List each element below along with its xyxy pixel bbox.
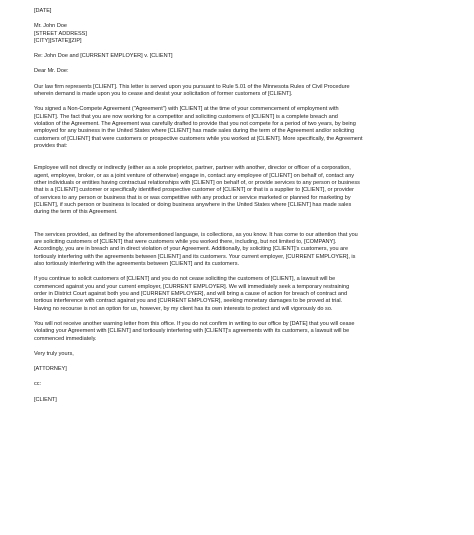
salutation: Dear Mr. Doe: [34, 68, 69, 75]
paragraph-agreement [34, 106, 454, 150]
paragraph-line: order in District Court against both you and [CURRENT EMPLOYER], and will bring a cause of action for breach of contract and [34, 290, 348, 297]
cc-recipient: [CLIENT] [34, 396, 57, 403]
paragraph-line: You will not receive another warning letter from this office. If you do not confirm in writing to our office by [DATE] that you will cease [34, 320, 355, 327]
closing: Very truly yours, [34, 350, 74, 357]
paragraph-line: The services provided, as defined by the aforementioned language, is collections, as you know. It has come to our attention that you [34, 231, 358, 238]
paragraph-intro [34, 84, 454, 99]
paragraph-line: commenced immediately. [34, 335, 97, 342]
paragraph-services [34, 232, 454, 269]
recipient-name: Mr. John Doe [34, 23, 67, 30]
paragraph-line: violation of the Agreement. The Agreement was carefully drafted to provide that you not compete for a period of two years, by being [34, 120, 356, 127]
recipient-street: [STREET ADDRESS] [34, 30, 87, 37]
paragraph-line: Having no recourse is not an option for us, however, by my client has its own interests to protect and will vigorously do so. [34, 305, 333, 312]
paragraph-quoted-clause [34, 165, 454, 216]
letter-page [34, 8, 454, 404]
paragraph-line: also tortiously interfering with the agreements between [CLIENT] and its customers. [34, 261, 240, 268]
paragraph-line: [CLIENT]. The fact that you are now working for a competitor and soliciting customers of [CLIENT] is a complete breach and [34, 113, 338, 120]
paragraph-line: of services to any person or business that is or was competitive with any product or service marketed or planned for marketing by [34, 194, 351, 201]
paragraph-line: during the term of this Agreement. [34, 209, 118, 216]
paragraph-line: wherein demand is made upon you to cease and desist your solicitation of former customers of [CLIENT]. [34, 90, 293, 97]
cc-label: cc: [34, 381, 42, 388]
paragraph-line: other individuals or entities having contractual relationships with [CLIENT] on behalf of, or provide services to any person or business [34, 179, 360, 186]
letter-date: [DATE] [34, 8, 52, 14]
paragraph-line: commenced against you and your current employer, [CURRENT EMPLOYER]. We will immediately seek a temporary restraining [34, 283, 350, 290]
paragraph-line: Accordingly, you are in breach and in direct violation of your Agreement. Additionally, by soliciting [CLIENT]'s customers, you are [34, 246, 349, 253]
paragraph-line: that is a [CLIENT] customer or specifically identified prospective customer of [CLIENT] or that is a supplier to [CLIENT], or provider [34, 187, 354, 194]
paragraph-line: Our law firm represents [CLIENT]. This letter is served upon you pursuant to Rule 5.01 of the Minnesota Rules of Civil Procedure [34, 83, 350, 90]
paragraph-line: tortious interference with contract against you and [CURRENT EMPLOYER], seeking monetary damages to be proved at trial. [34, 298, 343, 305]
paragraph-line: You signed a Non-Compete Agreement ("Agreement") with [CLIENT] at the time of your commencement of employment with [34, 106, 339, 113]
re-line: Re: John Doe and [CURRENT EMPLOYER] v. [CLIENT] [34, 53, 173, 60]
recipient-city-state-zip: [CITY][STATE][ZIP] [34, 37, 82, 44]
recipient-address-block [34, 23, 454, 45]
paragraph-line: [CLIENT], if such person or business is located or doing business anywhere in the United States where [CLIENT] has made sales [34, 201, 352, 208]
paragraph-line: If you continue to solicit customers of [CLIENT] and you do not cease soliciting the customers of [CLIENT], a lawsuit will be [34, 276, 336, 283]
paragraph-line: tortiously interfering with the agreements between [CLIENT] and its customers. Your current employer, [CURRENT EMPLOYER], is [34, 253, 356, 260]
paragraph-line: agent, employee, broker, or as a joint venture of otherwise) engage in, contact any employee of [CLIENT] on behalf of, contact any [34, 172, 355, 179]
paragraph-lawsuit-warning [34, 276, 454, 313]
paragraph-line: violating your Agreement with [CLIENT] and tortiously interfering with [CLIENT]'s agreements with its customers, a lawsuit will be [34, 328, 350, 335]
paragraph-line: provides that: [34, 142, 68, 149]
paragraph-final-warning [34, 321, 454, 343]
signature: [ATTORNEY] [34, 366, 67, 373]
paragraph-line: employed for any business in the United States where [CLIENT] has made sales during the term of the Agreement and/or soliciting [34, 128, 355, 135]
paragraph-line: customers of [CLIENT] that were customers or prospective customers while you worked at [CLIENT]. More specifically, the Agreement [34, 135, 363, 142]
paragraph-line: are soliciting customers of [CLIENT] that were customers while you worked there, including, but not limited to, [COMPANY]. [34, 239, 337, 246]
paragraph-line: Employee will not directly or indirectly (either as a sole proprietor, partner, partner with another, director or officer of a corporation, [34, 165, 351, 172]
